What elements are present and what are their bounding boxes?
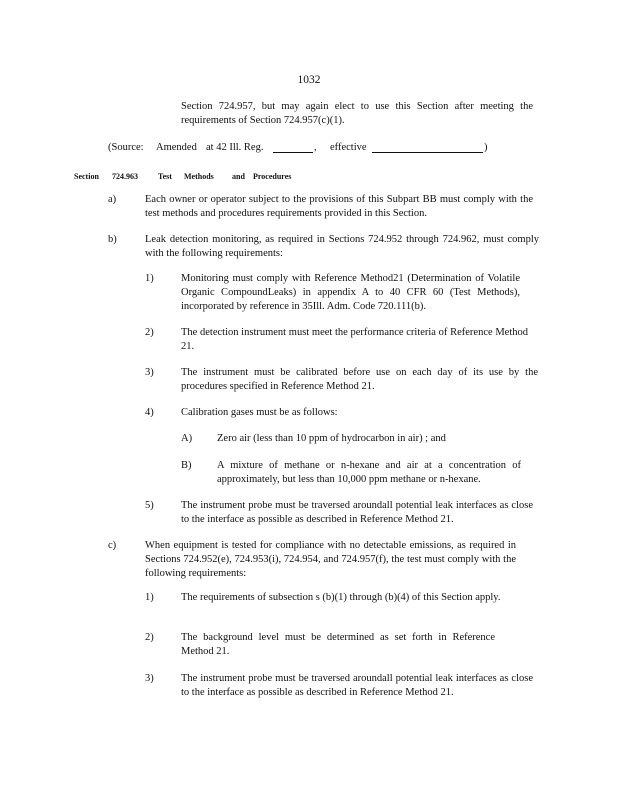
item-b5-text: The instrument probe must be traversed aroundall potential leak interfaces as close to the interface as possible as described in Reference Method 21. <box>181 500 533 525</box>
continuation-paragraph: Section 724.957, but may again elect to use this Section after meeting the requirements of Section 724.957(c)(1). <box>181 101 533 126</box>
item-b4-text: Calibration gases must be as follows: <box>181 407 338 418</box>
item-b4-label: 4) <box>145 407 154 418</box>
source-amended: Amended <box>156 142 197 153</box>
gas-a-text: Zero air (less than 10 ppm of hydrocarbon in air) ; and <box>217 433 446 444</box>
item-b-label: b) <box>108 234 117 245</box>
source-open: (Source: <box>108 142 144 153</box>
section-label: Section <box>74 172 99 181</box>
item-c1-label: 1) <box>145 592 154 603</box>
item-b1-text: Monitoring must comply with Reference Method21 (Determination of Volatile Organic CompoundLeaks) in appendix A to 40 CFR 60 (Test Methods), incorporated by reference in 35Ill. Adm. Code 720.111(b). <box>181 273 520 312</box>
item-c-text: When equipment is tested for compliance with no detectable emissions, as required in Sections 724.952(e), 724.953(i), 724.954, and 724.957(f), the test must comply with the following requirements: <box>145 540 516 579</box>
item-c3-label: 3) <box>145 673 154 684</box>
item-b3-label: 3) <box>145 367 154 378</box>
section-number: 724.963 <box>112 172 138 181</box>
item-a-text: Each owner or operator subject to the provisions of this Subpart BB must comply with the test methods and procedures requirements provided in this Section. <box>145 194 533 219</box>
effective-blank <box>372 143 483 153</box>
source-register: at 42 Ill. Reg. <box>206 142 264 153</box>
source-close: ) <box>484 142 488 153</box>
section-title-word: and <box>232 172 245 181</box>
section-title-word: Test <box>158 172 172 181</box>
item-b5-label: 5) <box>145 500 154 511</box>
register-blank <box>273 143 313 153</box>
item-a-label: a) <box>108 194 117 205</box>
item-b2-text: The detection instrument must meet the performance criteria of Reference Method 21. <box>181 327 528 352</box>
item-b3-text: The instrument must be calibrated before use on each day of its use by the procedures specified in Reference Method 21. <box>181 367 538 392</box>
page-number: 1032 <box>297 74 321 86</box>
gas-b-text: A mixture of methane or n-hexane and air at a concentration of approximately, but less than 10,000 ppm methane or n-hexane. <box>217 460 521 485</box>
gas-b-label: B) <box>181 460 192 471</box>
item-c-label: c) <box>108 540 117 551</box>
item-c1-text: The requirements of subsection s (b)(1) through (b)(4) of this Section apply. <box>181 592 501 603</box>
item-c2-text: The background level must be determined as set forth in Reference Method 21. <box>181 632 495 657</box>
section-title-word: Methods <box>184 172 214 181</box>
source-comma: , <box>314 142 317 153</box>
gas-a-label: A) <box>181 433 193 444</box>
item-c3-text: The instrument probe must be traversed aroundall potential leak interfaces as close to the interface as possible as described in Reference Method 21. <box>181 673 533 698</box>
source-effective: effective <box>330 142 367 153</box>
section-title-word: Procedures <box>253 172 292 181</box>
item-b-text: Leak detection monitoring, as required in Sections 724.952 through 724.962, must comply with the following requirements: <box>145 234 539 259</box>
item-b2-label: 2) <box>145 327 154 338</box>
item-c2-label: 2) <box>145 632 154 643</box>
item-b1-label: 1) <box>145 273 154 284</box>
